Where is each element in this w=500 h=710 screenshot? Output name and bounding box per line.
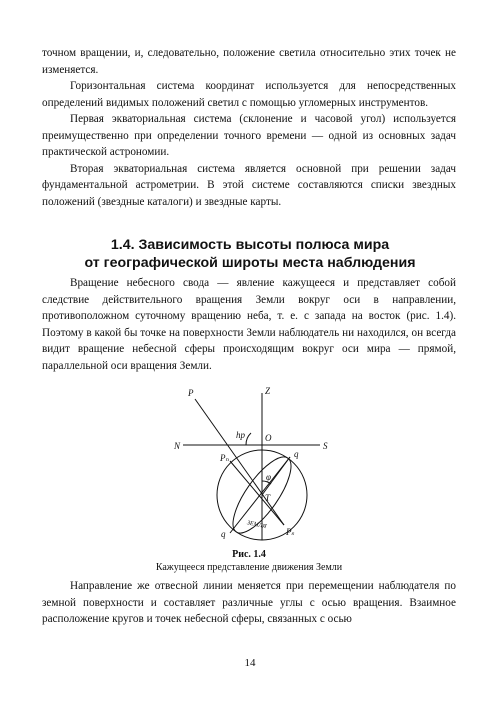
paragraph: Горизонтальная система координат используется для непосредственных определений видимых положений светил с помощью угломерных инструментов. — [42, 80, 456, 109]
label-earth: ЗЕМЛЯ — [246, 520, 267, 531]
label-pn: Pₙ — [220, 453, 230, 463]
page-number: 14 — [244, 657, 256, 669]
pole-chord — [230, 461, 284, 525]
paragraph: Первая экваториальная система (склонение и часовой угол) используется преимущественно при определении точного времени — одной из основных задач практической астрономии. — [42, 113, 456, 158]
paragraph: Вращение небесного свода — явление кажущееся и представляет собой следствие действительного вращения Земли вокруг оси в направлении, противоположном суточному вращению неба, т. е. с запада на восток (рис. 1.4). Поэтому в какой бы точке на поверхности Земли наблюдатель ни находился, он всегда видит вращение небесной сферы происходящим вокруг оси мира — прямой, параллельной оси вращения Земли. — [42, 277, 456, 372]
section-heading-line-2: от географической широты места наблюдения — [84, 255, 416, 271]
figure-caption — [42, 548, 456, 574]
section-heading — [40, 236, 460, 272]
hp-angle-arc — [246, 433, 251, 445]
label-z: Z — [265, 386, 271, 396]
text-block-middle — [42, 275, 456, 374]
figure-caption-text: Кажущееся представление движения Земли — [155, 562, 343, 573]
label-o: O — [265, 433, 272, 443]
label-p: P — [188, 388, 194, 398]
label-q: q — [294, 449, 299, 459]
label-hp: hр — [236, 430, 245, 440]
label-ps: Pₛ — [286, 527, 295, 537]
paragraph: Вторая экваториальная система является основной при решении задач фундаментальной астрометрии. В этой системе составляются списки звездных положений (звездные каталоги) и звездные карты. — [42, 162, 456, 208]
label-phi: φ — [266, 472, 271, 482]
figure-diagram — [150, 385, 350, 543]
label-n: N — [174, 441, 181, 451]
text-block-bottom — [42, 578, 456, 628]
paragraph: точном вращении, и, следовательно, положение светила относительно этих точек не изменяется. — [42, 47, 456, 76]
section-heading-line-1: 1.4. Зависимость высоты полюса мира — [110, 237, 390, 253]
label-s: S — [323, 441, 328, 451]
paragraph: Направление же отвесной линии меняется при перемещении наблюдателя по земной поверхности и составляет различные углы с осью вращения. Взаимное расположение кругов и точек небесной сферы, связанных с осью — [42, 580, 456, 625]
figure-number: Рис. 1.4 — [232, 549, 266, 560]
text-block-top — [42, 45, 456, 210]
label-t: T — [265, 493, 271, 503]
world-axis-line — [195, 399, 284, 525]
label-q2: q — [221, 529, 226, 539]
